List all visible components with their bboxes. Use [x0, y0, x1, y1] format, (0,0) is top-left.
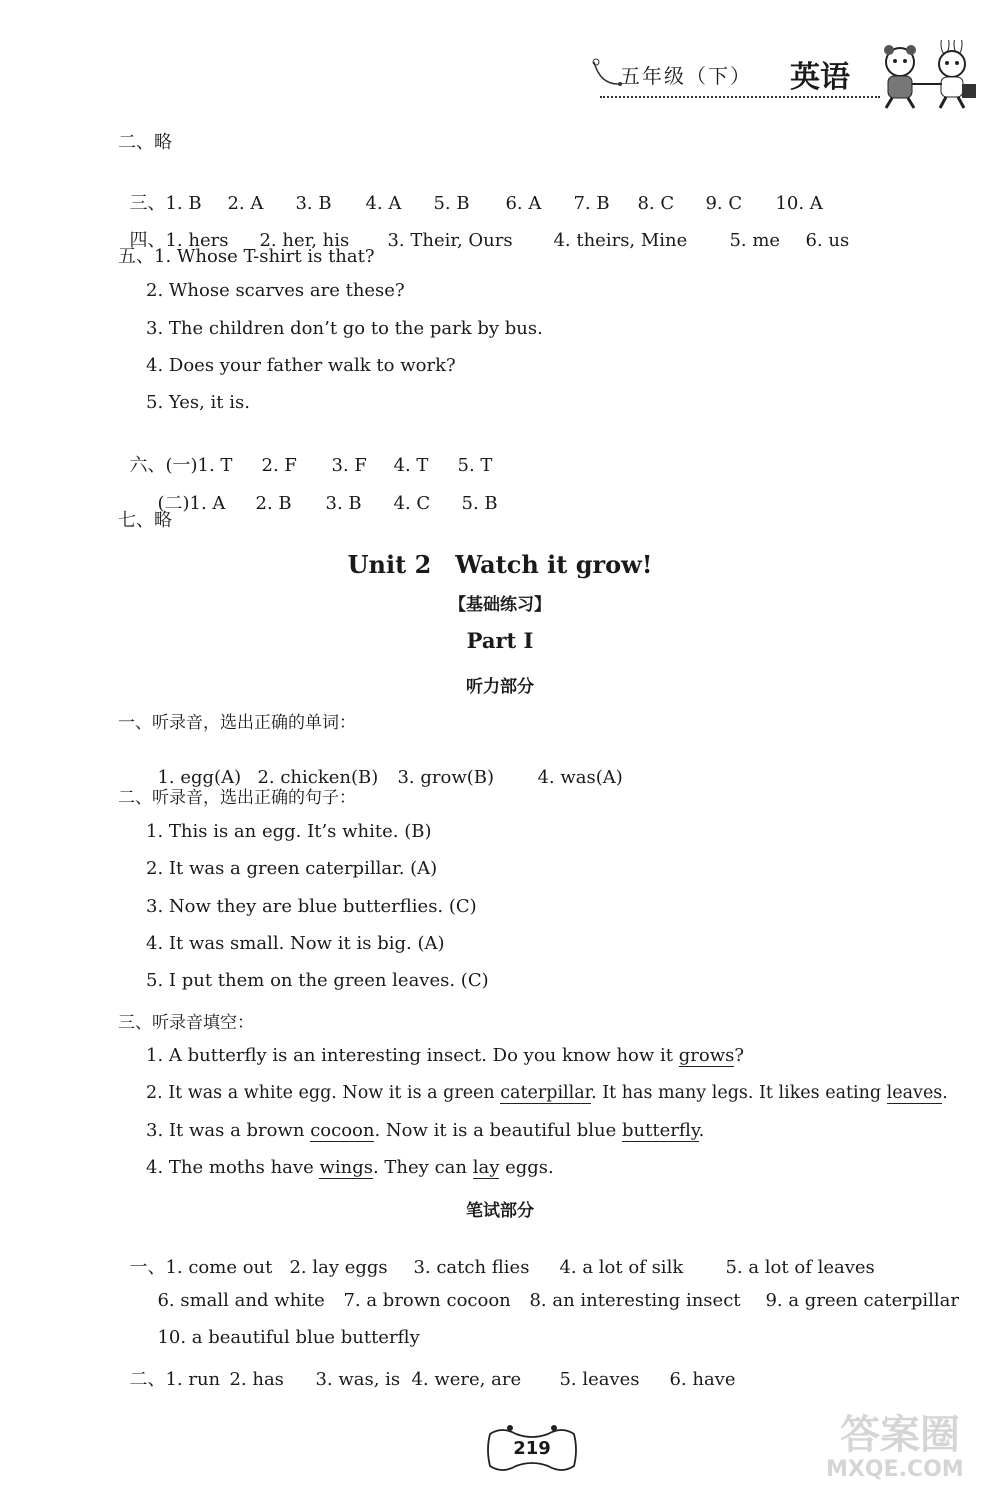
section-5-item-2: 2. Whose scarves are these? [146, 280, 405, 301]
watermark-url: MXQE.COM [826, 1457, 964, 1482]
answer-item: 7. a brown cocoon [343, 1290, 511, 1311]
answer-item: 8. an interesting insect [529, 1290, 741, 1311]
listening-2-item-5: 5. I put them on the green leaves. (C) [146, 970, 489, 991]
listening-1-answers [146, 746, 623, 788]
page-header [590, 40, 990, 110]
filled-blank: grows [678, 1045, 735, 1066]
answer-item: 2. chicken(B) [257, 767, 379, 788]
header-dotted-line [600, 96, 880, 98]
answer-item: 9. C [705, 193, 743, 214]
part-heading: Part Ⅰ [466, 628, 534, 653]
basic-practice-heading: 【基础练习】 [449, 595, 551, 615]
answer-item: 9. a green caterpillar [765, 1290, 959, 1311]
answer-item: 7. B [573, 193, 610, 214]
filled-blank: lay [472, 1157, 500, 1178]
section-6-part-2 [146, 468, 498, 515]
answer-item: 6. have [669, 1369, 736, 1390]
item-number: 3. [146, 1120, 164, 1141]
sentence-text: . They can [372, 1157, 473, 1178]
answer-item: 1. A [189, 493, 226, 514]
section-2-answer: 二、略 [118, 132, 172, 153]
answer-item: 4. was(A) [537, 767, 623, 788]
answer-item: 10. A [775, 193, 823, 214]
part-label: (二) [157, 493, 190, 514]
sentence-text: ? [734, 1045, 744, 1066]
answer-item: 4. T [393, 455, 429, 476]
section-5-item-4: 4. Does your father walk to work? [146, 355, 456, 376]
written-2-label: 二、 [129, 1369, 166, 1390]
listening-2-item-3: 3. Now they are blue butterflies. (C) [146, 896, 477, 917]
item-number: 2. [146, 1083, 163, 1103]
answer-item: 6. A [505, 193, 542, 214]
section-6-label: 六、 [129, 455, 166, 476]
grade-label: 五年级（下） [620, 64, 752, 88]
answer-item: 3. catch flies [413, 1257, 530, 1278]
section-5-item-3: 3. The children don’t go to the park by bus. [146, 318, 543, 339]
answer-item: 5. a lot of leaves [725, 1257, 875, 1278]
answer-item: 3. B [295, 193, 332, 214]
watermark [820, 1395, 995, 1485]
answer-item: 2. her, his [259, 230, 350, 251]
sentence-text: The moths have [163, 1157, 320, 1178]
sentence-text: . [698, 1120, 705, 1141]
filled-blank: leaves [886, 1083, 943, 1103]
item-number: 4. [146, 1157, 164, 1178]
answer-item: 1. come out [165, 1257, 273, 1278]
answer-item: 4. theirs, Mine [553, 230, 688, 251]
answer-item: 2. has [229, 1369, 284, 1390]
sentence-text: A butterfly is an interesting insect. Do you know how it [163, 1045, 679, 1066]
answer-item: 2. lay eggs [289, 1257, 388, 1278]
answer-item: 3. Their, Ours [387, 230, 513, 251]
written-2-answers [118, 1344, 736, 1391]
answer-item: 5. B [433, 193, 470, 214]
answer-item: 6. small and white [157, 1290, 325, 1311]
answer-item: 5. T [457, 455, 493, 476]
answer-item: 4. a lot of silk [559, 1257, 684, 1278]
fill-blank-item-4 [146, 1157, 554, 1178]
fill-blank-item-2 [146, 1083, 948, 1103]
answer-item: 10. a beautiful blue butterfly [157, 1327, 420, 1348]
section-5-item-1 [118, 242, 375, 268]
answer-item: 1. egg(A) [157, 767, 242, 788]
section-3-label: 三、 [129, 193, 166, 214]
section-5-item-5: 5. Yes, it is. [146, 392, 250, 413]
sentence-text: . It has many legs. It likes eating [591, 1083, 887, 1103]
part-label: (一) [165, 455, 198, 476]
answer-item: 4. were, are [411, 1369, 522, 1390]
answer-item: 1. hers [165, 230, 229, 251]
listening-heading: 听力部分 [466, 677, 534, 697]
answer-item: 3. F [331, 455, 367, 476]
fill-blank-item-1 [146, 1045, 744, 1066]
listening-3-heading: 三、听录音填空： [118, 1013, 254, 1033]
answer-item: 1. B [165, 193, 202, 214]
sentence-text: It was a brown [163, 1120, 311, 1141]
answer-item: 4. A [365, 193, 402, 214]
filled-blank: butterfly [622, 1120, 699, 1141]
answer-item: 2. B [255, 493, 292, 514]
answer-item: 3. was, is [315, 1369, 401, 1390]
listening-2-item-4: 4. It was small. Now it is big. (A) [146, 933, 445, 954]
section-5-label: 五、 [118, 246, 154, 267]
unit-title: Unit 2 Watch it grow! [347, 550, 653, 579]
answer-item: 4. C [393, 493, 431, 514]
written-heading: 笔试部分 [466, 1201, 534, 1221]
sentence-answer: 1. Whose T-shirt is that? [154, 246, 375, 267]
written-1-label: 一、 [129, 1257, 166, 1278]
section-7-answer: 七、略 [118, 510, 172, 531]
listening-2-item-1: 1. This is an egg. It’s white. (B) [146, 821, 432, 842]
answer-item: 2. F [261, 455, 297, 476]
section-4-label: 四、 [129, 230, 166, 251]
filled-blank: cocoon [310, 1120, 375, 1141]
fill-blank-item-3 [146, 1120, 704, 1141]
answer-item: 3. B [325, 493, 362, 514]
sentence-text: eggs. [499, 1157, 554, 1178]
sentence-text: It was a white egg. Now it is a green [162, 1083, 501, 1103]
written-1-row-3 [146, 1306, 420, 1348]
watermark-text: 答案圈 [840, 1412, 960, 1458]
answer-item: 2. A [227, 193, 264, 214]
filled-blank: caterpillar [500, 1083, 592, 1103]
answer-item: 3. grow(B) [397, 767, 494, 788]
answer-item: 8. C [637, 193, 675, 214]
sentence-text: . Now it is a beautiful blue [374, 1120, 622, 1141]
bear-and-rabbit-mascot-icon [870, 40, 980, 110]
item-number: 1. [146, 1045, 164, 1066]
answer-item: 1. run [165, 1369, 221, 1390]
answer-item: 6. us [805, 230, 850, 251]
answer-item: 5. me [729, 230, 781, 251]
listening-2-item-2: 2. It was a green caterpillar. (A) [146, 858, 438, 879]
sentence-text: . [942, 1083, 948, 1103]
written-1-row-2 [146, 1269, 959, 1311]
answer-item: 5. leaves [559, 1369, 640, 1390]
subject-label: 英语 [790, 60, 850, 95]
listening-1-heading: 一、听录音，选出正确的单词： [118, 713, 356, 733]
answer-item: 1. T [197, 455, 233, 476]
listening-2-heading: 二、听录音，选出正确的句子： [118, 788, 356, 808]
answer-item: 5. B [461, 493, 498, 514]
filled-blank: wings [319, 1157, 373, 1178]
page-number-badge [482, 1420, 582, 1480]
page-number: 219 [513, 1438, 551, 1459]
